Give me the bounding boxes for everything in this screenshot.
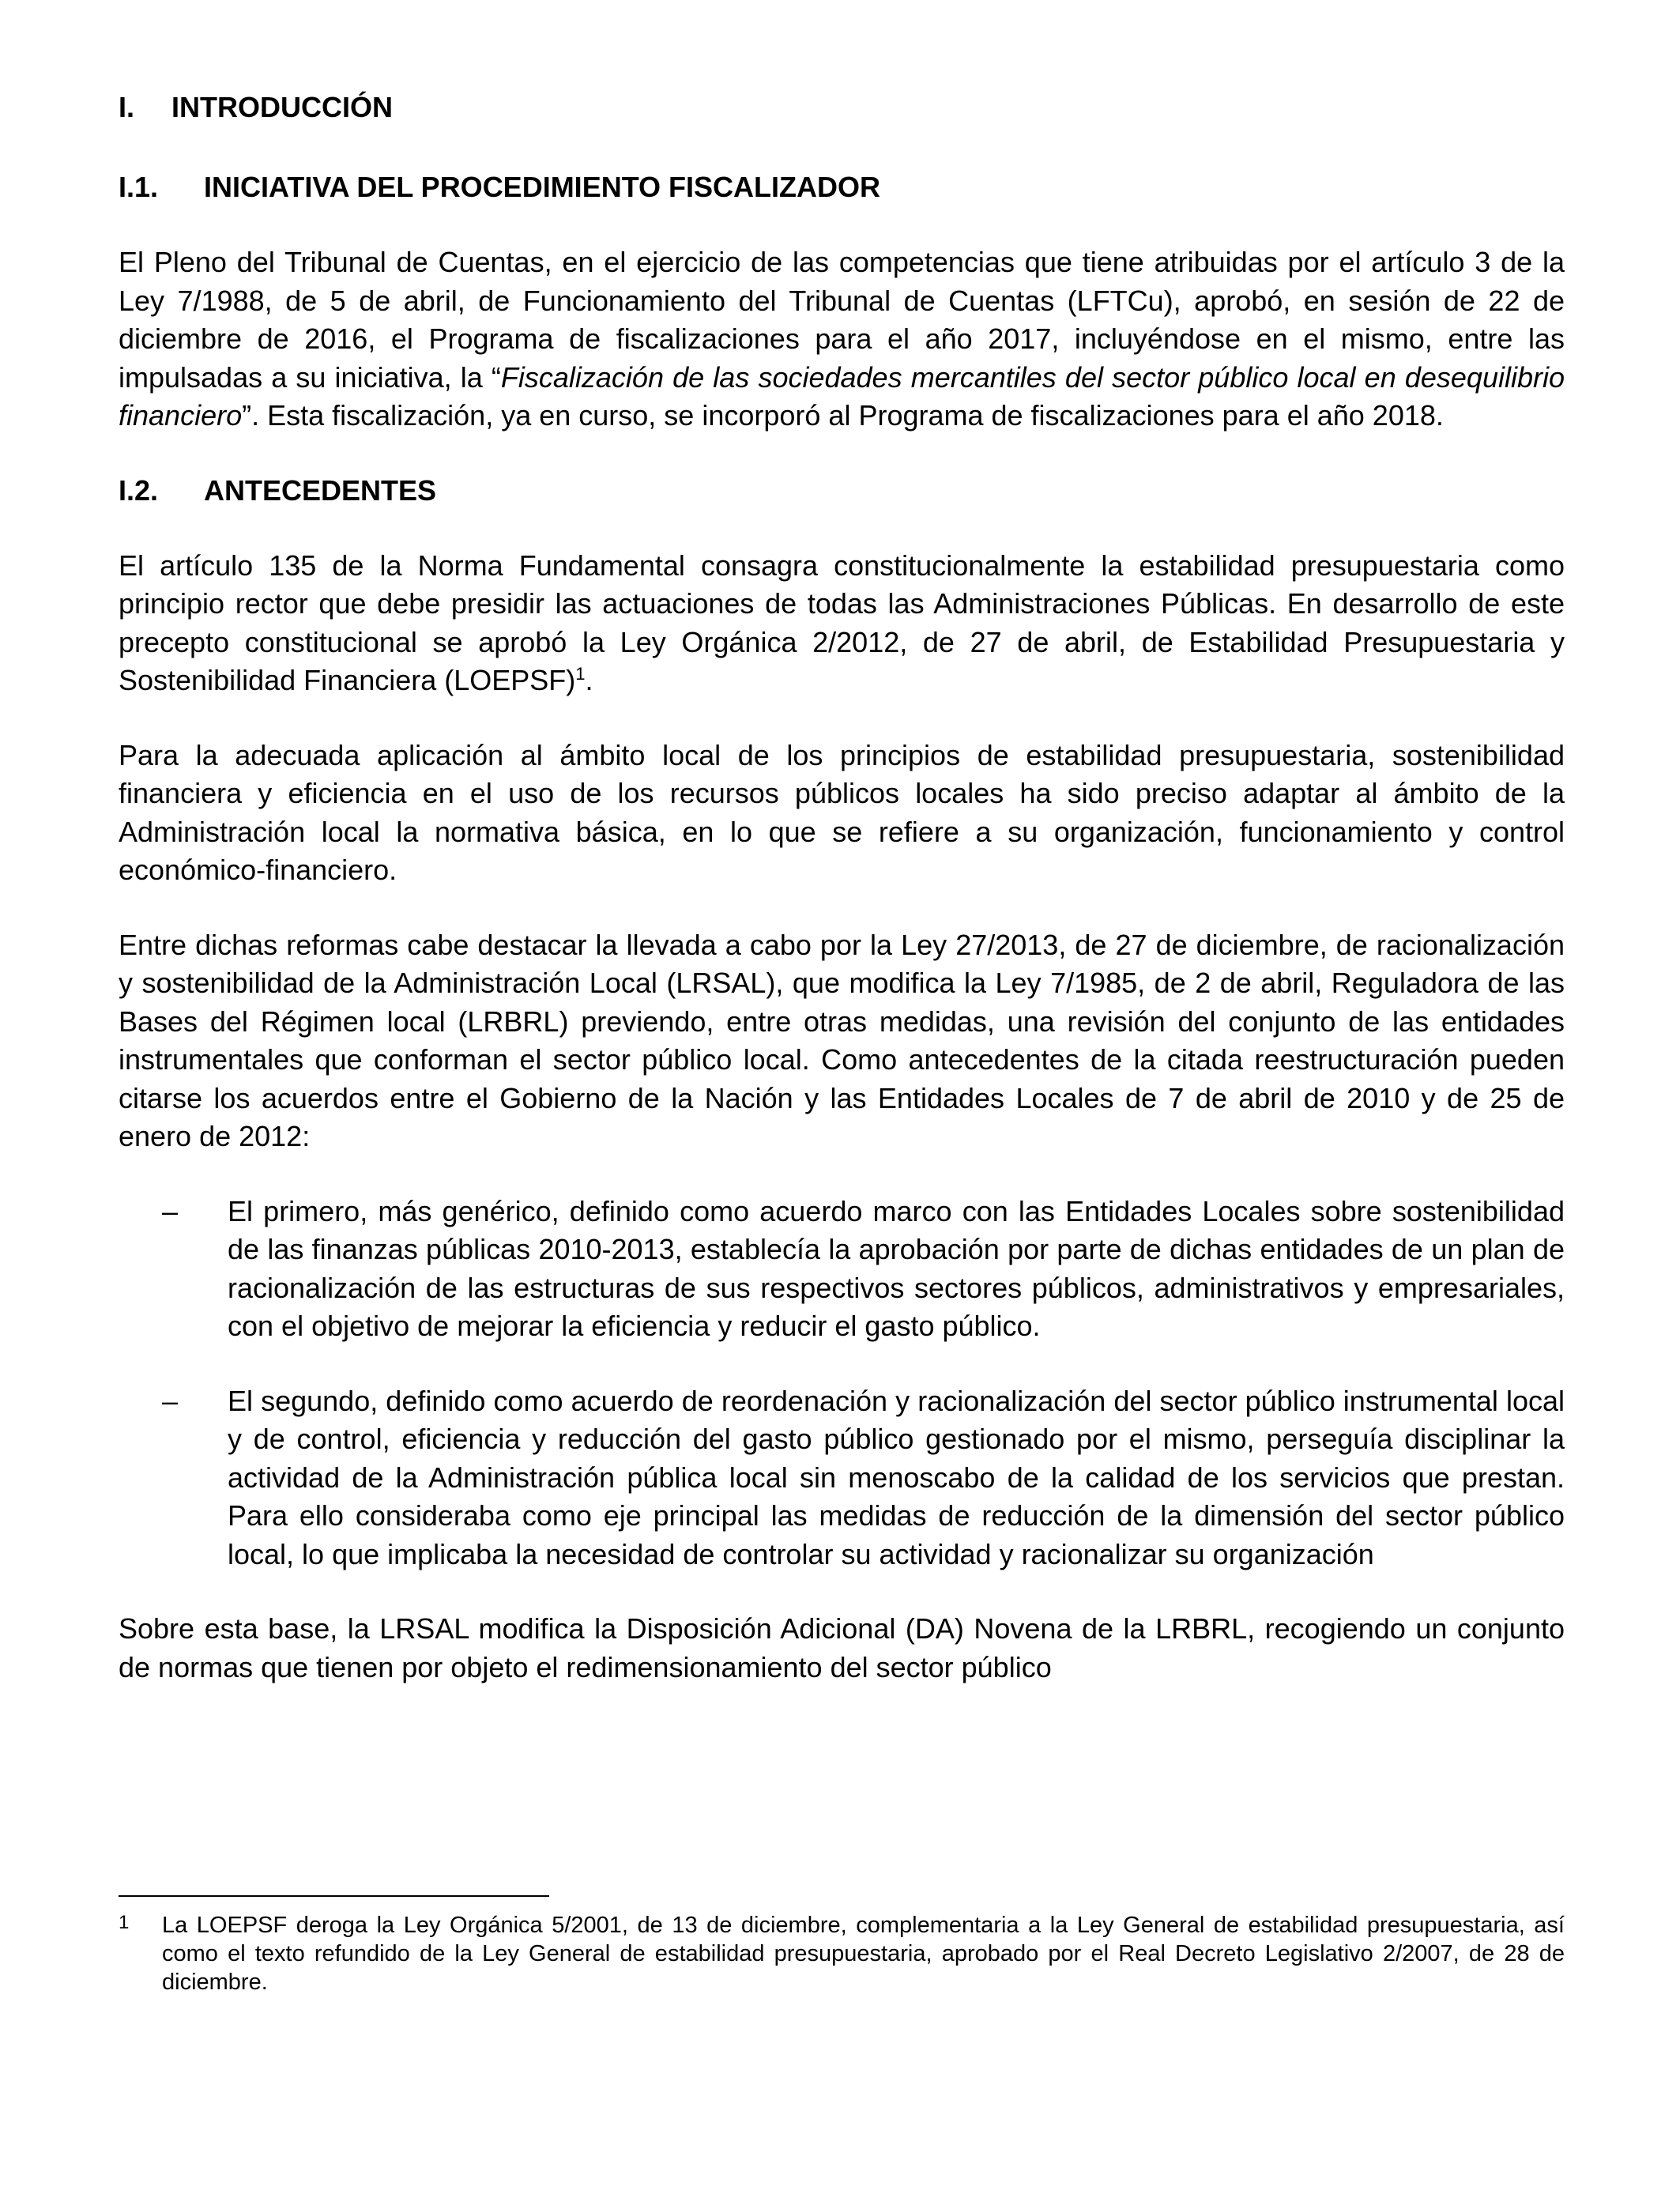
subsection-title: ANTECEDENTES [204, 473, 437, 507]
paragraph-iniciativa [119, 243, 1565, 435]
paragraph-articulo-135 [119, 547, 1565, 700]
paragraph-text: ”. Esta fiscalización, ya en curso, se incorporó al Programa de fiscalizaciones para el año 2018. [242, 399, 1444, 432]
list-item-text: El primero, más genérico, definido como acuerdo marco con las Entidades Locales sobre sostenibilidad de las finanzas públicas 2010-2013, establecía la aprobación por parte de dichas entidades de un plan de racionalización de las estructuras de sus respectivos sectores públicos, administrativos y empresariales, con el objetivo de mejorar la eficiencia y reducir el gasto público. [228, 1194, 1565, 1342]
paragraph-end: . [585, 664, 593, 696]
paragraph-text: El Pleno del Tribunal de Cuentas, en el ejercicio de las competencias que tiene atribuidas por el artículo 3 de la Ley 7/1988, de 5 de abril, de Funcionamiento del Tribunal de Cuentas (LFTCu), aprobó, en sesión de 22 de diciembre de 2016, el Programa de fiscalizaciones para el año 2017, incluyéndose en el mismo, entre las impulsadas a su iniciativa, la “ [119, 246, 1565, 394]
list-dash: – [162, 1194, 179, 1227]
program-title-italic: Fiscalización de las sociedades mercantiles del sector público local en desequilibrio financiero [119, 360, 1565, 432]
subsection-number: I.1. [119, 171, 159, 203]
subsection-number: I.2. [119, 473, 159, 507]
section-title: INTRODUCCIÓN [171, 91, 393, 123]
document-body [119, 89, 1565, 1687]
list-item [119, 1382, 1565, 1574]
footnote-reference[interactable]: 1 [575, 664, 586, 684]
paragraph-reformas: Entre dichas reformas cabe destacar la llevada a cabo por la Ley 27/2013, de 27 de diciembre, de racionalización y sostenibilidad de la Administración Local (LRSAL), que modifica la Ley 7/1985, de 2 de abril, Reguladora de las Bases del Régimen local (LRBRL) previendo, entre otras medidas, una revisión del conjunto de las entidades instrumentales que conforman el sector público local. Como antecedentes de la citada reestructuración pueden citarse los acuerdos entre el Gobierno de la Nación y las Entidades Locales de 7 de abril de 2010 y de 25 de enero de 2012: [119, 928, 1565, 1152]
list-item-text: El segundo, definido como acuerdo de reordenación y racionalización del sector público instrumental local y de control, eficiencia y reducción del gasto público gestionado por el mismo, perseguía disciplinar la actividad de la Administración pública local sin menoscabo de la calidad de los servicios que prestan. Para ello consideraba como eje principal las medidas de reducción de la dimensión del sector público local, lo que implicaba la necesidad de controlar su actividad y racionalizar su organización [228, 1384, 1565, 1570]
section-number: I. [119, 91, 135, 123]
footnote-mark: 1 [119, 1912, 130, 1933]
paragraph-aplicacion-local: Para la adecuada aplicación al ámbito local de los principios de estabilidad presupuestaria, sostenibilidad financiera y eficiencia en el uso de los recursos públicos locales ha sido preciso adaptar al ámbito de la Administración local la normativa básica, en lo que se refiere a su organización, funcionamiento y control económico-financiero. [119, 738, 1565, 886]
subsection-heading-antecedentes [119, 472, 1565, 510]
list-dash: – [162, 1384, 179, 1417]
acuerdos-list [119, 1193, 1565, 1574]
subsection-title: INICIATIVA DEL PROCEDIMIENTO FISCALIZADOR [204, 171, 881, 203]
footnote-text: La LOEPSF deroga la Ley Orgánica 5/2001, de 13 de diciembre, complementaria a la Ley General de estabilidad presupuestaria, así como el texto refundido de la Ley General de estabilidad presupuestaria, aprobado por el Real Decreto Legislativo 2/2007, de 28 de diciembre. [162, 1913, 1565, 1995]
list-item [119, 1193, 1565, 1346]
paragraph-text: El artículo 135 de la Norma Fundamental consagra constitucionalmente la estabilidad presupuestaria como principio rector que debe presidir las actuaciones de todas las Administraciones Públicas. En desarrollo de este precepto constitucional se aprobó la Ley Orgánica 2/2012, de 27 de abril, de Estabilidad Presupuestaria y Sostenibilidad Financiera (LOEPSF) [119, 548, 1565, 696]
footnote [119, 1911, 1565, 1996]
section-heading-introduccion [119, 89, 1565, 126]
footnote-separator [119, 1895, 549, 1897]
subsection-heading-iniciativa [119, 168, 1565, 206]
paragraph-sobre-esta-base: Sobre esta base, la LRSAL modifica la Disposición Adicional (DA) Novena de la LRBRL, recogiendo un conjunto de normas que tienen por objeto el redimensionamiento del sector público [119, 1612, 1565, 1683]
